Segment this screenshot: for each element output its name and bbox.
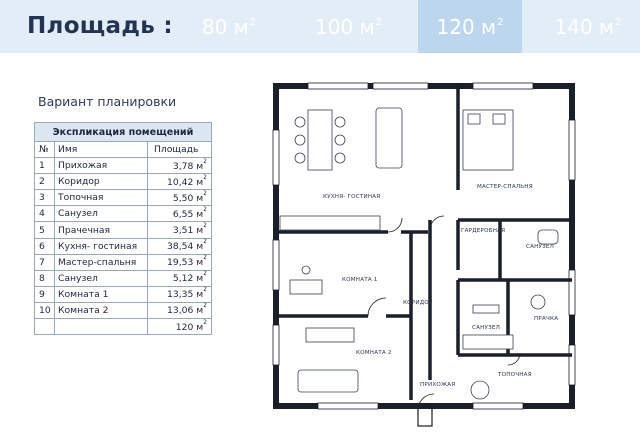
- label-wardrobe: ГАРДЕРОБНАЯ: [461, 228, 506, 234]
- tab-100[interactable]: 100 м $^2$: [315, 14, 382, 39]
- tab-140[interactable]: 140 м $^2$: [554, 14, 622, 39]
- label-laundry: ПРАЧКА: [534, 316, 559, 322]
- label-boiler: ТОПОЧНАЯ: [498, 372, 532, 378]
- label-kitchen: КУХНЯ- ГОСТИНАЯ: [323, 194, 381, 200]
- label-corridor: КОРИДОР: [403, 300, 433, 306]
- label-bath1: САНУЗЕЛ: [526, 244, 555, 250]
- table-row: 3 Топочная 5,50 $м^2$: [35, 190, 212, 206]
- table-row: 10 Комната 2 13,06 $м^2$: [35, 302, 212, 318]
- table-row: 7 Мастер-спальня 19,53 $м^2$: [35, 254, 212, 270]
- label-bath2: САНУЗЕЛ: [472, 325, 501, 331]
- doors: [368, 216, 520, 426]
- label-room2: КОМНАТА 2: [356, 350, 392, 356]
- tab-80[interactable]: 80 м $^2$: [201, 14, 257, 39]
- area-selector-bar: [0, 0, 640, 53]
- table-row: 8 Санузел 5,12 $м^2$: [35, 270, 212, 286]
- tab-120[interactable]: 120 м $^2$: [418, 0, 522, 53]
- total-area: 120 $м^2$: [148, 319, 212, 335]
- label-room1: КОМНАТА 1: [342, 277, 378, 283]
- header-name: Имя: [55, 142, 148, 158]
- header-area: Площадь: [148, 142, 212, 158]
- table-caption: Экспликация помещений: [35, 123, 212, 142]
- floor-plan: [268, 80, 586, 440]
- table-total-row: [35, 319, 212, 335]
- table-row: 9 Комната 1 13,35 $м^2$: [35, 286, 212, 302]
- label-master: МАСТЕР-СПАЛЬНЯ: [477, 184, 533, 190]
- header-num: №: [35, 142, 55, 158]
- table-row: 6 Кухня- гостиная 38,54 $м^2$: [35, 238, 212, 254]
- table-row: 1 Прихожая 3,78 $м^2$: [35, 158, 212, 174]
- table-row: 4 Санузел 6,55 $м^2$: [35, 206, 212, 222]
- variant-title: Вариант планировки: [38, 94, 177, 109]
- table-row: 2 Коридор 10,42 $м^2$: [35, 174, 212, 190]
- label-hall: ПРИХОЖАЯ: [420, 382, 456, 388]
- rooms-table: [34, 122, 212, 335]
- area-label: Площадь :: [27, 13, 173, 39]
- table-row: 5 Прачечная 3,51 $м^2$: [35, 222, 212, 238]
